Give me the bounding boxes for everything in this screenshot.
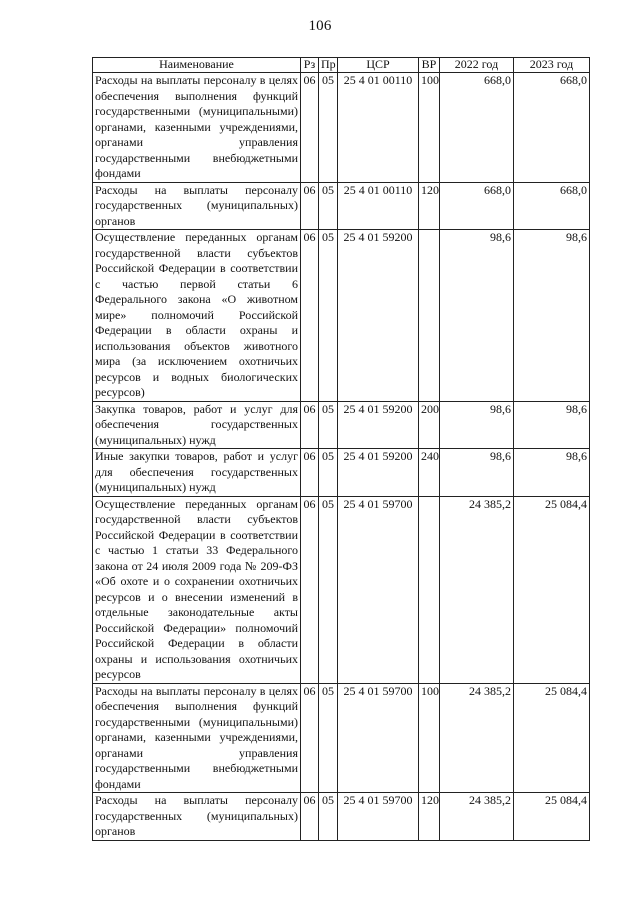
table-row [93,683,590,793]
row-amount-2023: 25 084,4 [514,496,590,683]
row-csr: 25 4 01 59700 [338,496,419,683]
row-pr: 05 [319,73,338,183]
row-pr: 05 [319,793,338,841]
row-amount-2022: 668,0 [440,73,514,183]
row-name: Осуществление переданных органам государственной власти субъектов Российской Федерации в соответствии с частью первой статьи 6 Федерального закона «О животном мире» полномочий Российской Федерации в области охраны и использования объектов животного мира (за исключением охотничьих ресурсов и водных биологических ресурсов) [93,230,301,402]
row-name: Расходы на выплаты персоналу государственных (муниципальных) органов [93,793,301,841]
table-row [93,401,590,449]
row-rz: 06 [301,230,319,402]
row-csr: 25 4 01 59700 [338,683,419,793]
row-amount-2023: 25 084,4 [514,683,590,793]
column-header-csr: ЦСР [338,58,419,73]
row-amount-2023: 98,6 [514,401,590,449]
column-header-name: Наименование [93,58,301,73]
row-pr: 05 [319,401,338,449]
row-pr: 05 [319,496,338,683]
row-amount-2023: 25 084,4 [514,793,590,841]
row-rz: 06 [301,683,319,793]
column-header-2023: 2023 год [514,58,590,73]
page-number: 106 [308,18,332,34]
row-vr: 200 [419,401,440,449]
row-name: Осуществление переданных органам государственной власти субъектов Российской Федерации в соответствии с частью 1 статьи 33 Федерального закона от 24 июля 2009 года № 209-ФЗ «Об охоте и о сохранении охотничьих ресурсов и о внесении изменений в отдельные законодательные акты Российской Федерации» полномочий Российской Федерации в области охраны и использования охотничьих ресурсов [93,496,301,683]
row-vr: 100 [419,683,440,793]
column-header-2022: 2022 год [440,58,514,73]
table-row [93,73,590,183]
row-rz: 06 [301,793,319,841]
row-pr: 05 [319,230,338,402]
row-amount-2022: 98,6 [440,401,514,449]
table-row [93,182,590,230]
row-amount-2023: 668,0 [514,73,590,183]
table-row [93,793,590,841]
row-csr: 25 4 01 59200 [338,401,419,449]
row-amount-2022: 98,6 [440,449,514,497]
row-amount-2022: 668,0 [440,182,514,230]
row-rz: 06 [301,401,319,449]
row-amount-2023: 668,0 [514,182,590,230]
row-amount-2022: 98,6 [440,230,514,402]
row-name: Расходы на выплаты персоналу в целях обеспечения выполнения функций государственными (муниципальными) органами, казенными учреждениями, органами управления государственными внебюджетными фондами [93,73,301,183]
budget-table [92,57,590,841]
table-row [93,230,590,402]
row-csr: 25 4 01 00110 [338,182,419,230]
column-header-rz: Рз [301,58,319,73]
row-name: Иные закупки товаров, работ и услуг для обеспечения государственных (муниципальных) нужд [93,449,301,497]
row-vr: 100 [419,73,440,183]
row-pr: 05 [319,683,338,793]
row-amount-2022: 24 385,2 [440,793,514,841]
row-amount-2022: 24 385,2 [440,496,514,683]
row-amount-2022: 24 385,2 [440,683,514,793]
row-csr: 25 4 01 59200 [338,230,419,402]
row-rz: 06 [301,449,319,497]
row-name: Закупка товаров, работ и услуг для обеспечения государственных (муниципальных) нужд [93,401,301,449]
column-header-vr: ВР [419,58,440,73]
row-rz: 06 [301,73,319,183]
row-vr [419,496,440,683]
row-name: Расходы на выплаты персоналу государственных (муниципальных) органов [93,182,301,230]
row-amount-2023: 98,6 [514,230,590,402]
row-pr: 05 [319,449,338,497]
row-csr: 25 4 01 59700 [338,793,419,841]
row-csr: 25 4 01 00110 [338,73,419,183]
row-vr: 120 [419,182,440,230]
row-rz: 06 [301,496,319,683]
row-csr: 25 4 01 59200 [338,449,419,497]
row-pr: 05 [319,182,338,230]
row-vr: 240 [419,449,440,497]
row-vr: 120 [419,793,440,841]
column-header-pr: Пр [319,58,338,73]
row-vr [419,230,440,402]
table-row [93,449,590,497]
table-row [93,496,590,683]
table-header-row [93,58,590,73]
row-rz: 06 [301,182,319,230]
row-name: Расходы на выплаты персоналу в целях обеспечения выполнения функций государственными (муниципальными) органами, казенными учреждениями, органами управления государственными внебюджетными фондами [93,683,301,793]
row-amount-2023: 98,6 [514,449,590,497]
